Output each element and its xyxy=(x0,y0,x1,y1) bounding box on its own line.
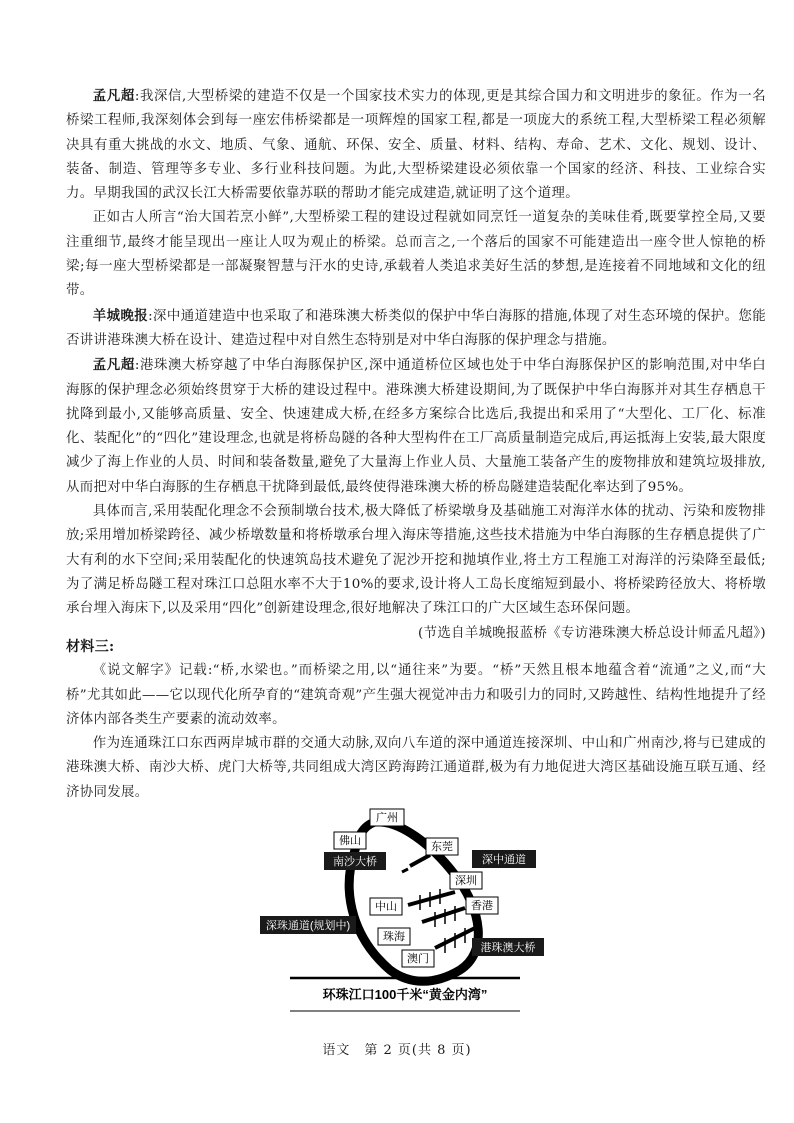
label-foshan xyxy=(334,832,366,849)
nansha-bridge-line xyxy=(410,855,430,866)
source-citation: (节选自羊城晚报蓝桥《专访港珠澳大桥总设计师孟凡超》) xyxy=(418,625,766,641)
label-nansha-bridge xyxy=(324,852,386,870)
label-hzmb xyxy=(472,938,544,956)
label-guangzhou xyxy=(370,809,404,826)
bay-area-map xyxy=(250,800,560,1015)
svg-text:东莞: 东莞 xyxy=(431,841,453,853)
paragraph-text: :港珠澳大桥穿越了中华白海豚保护区,深中通道桥位区域也处于中华白海豚保护区的影响范围,对中华白海豚的保护理念必须始终贯穿于大桥的建设过程中。港珠澳大桥建设期间,为了既保护中华白海豚并对其生存栖息干扰降到最小,又能够高质量、安全、快速建成大桥,在经多方案综合比选后,我提出和采用了“大型化、工厂化、标准化、装配化”的“四化”建设理念,也就是将桥岛隧的各种大型构件在工厂高质量制造完成后,再运抵海上安装,最大限度减少了海上作业的人员、时间和装备数量,避免了大量海上作业人员、大量施工装备产生的废物排放和建筑垃圾排放,从而把对中华白海豚的生存栖息干扰降到最低,最终使得港珠澳大桥的桥岛隧建造装配化率达到了95%。 xyxy=(66,358,766,495)
material-two-text xyxy=(66,84,766,646)
paragraph: 《说文解字》记载:“桥,水梁也。”而桥梁之用,以“通往来”为要。“桥”天然且根本地蕴含着“流通”之义,而“大桥”尤其如此——它以现代化所孕育的“建筑奇观”产生强大视觉冲击力和吸引力的同时,又跨越性、结构性地提升了经济体内部各类生产要素的流动效率。 xyxy=(66,663,766,727)
paragraph: 正如古人所言“治大国若烹小鲜”,大型桥梁工程的建设过程就如同烹饪一道复杂的美味佳肴,既要掌控全局,又要注重细节,最终才能呈现出一座让人叹为观止的桥梁。总而言之,一个落后的国家不可能建造出一座令世人惊艳的桥梁;每一座大型桥梁都是一部凝聚智慧与汗水的史诗,承载着人类追求美好生活的梦想,是连接着不同地域和文化的纽带。 xyxy=(66,210,766,299)
map-graphic xyxy=(250,800,560,1015)
svg-text:深中通道: 深中通道 xyxy=(482,854,526,866)
label-zhongshan xyxy=(370,898,402,915)
speaker-name: 羊城晚报 xyxy=(92,307,149,324)
svg-text:港珠澳大桥: 港珠澳大桥 xyxy=(480,942,536,954)
material-three-text xyxy=(66,635,766,805)
paragraph-text: :我深信,大型桥梁的建造不仅是一个国家技术实力的体现,更是其综合国力和文明进步的象征。作为一名桥梁工程师,我深刻体会到每一座宏伟桥梁都是一项辉煌的国家工程,都是一项庞大的系统工程,大型桥梁工程必须解决具有重大挑战的水文、地质、气象、通航、环保、安全、质量、材料、结构、寿命、艺术、文化、规划、设计、装备、制造、管理等多专业、多行业科技问题。为此,大型桥梁建设必须依靠一个国家的经济、科技、工业综合实力。早期我国的武汉长江大桥需要依靠苏联的帮助才能完成建造,就证明了这个道理。 xyxy=(66,89,766,202)
shenzhu-line xyxy=(422,908,465,922)
svg-text:深圳: 深圳 xyxy=(455,875,477,887)
label-shenzhen xyxy=(450,872,482,889)
label-shenzhu xyxy=(260,916,356,934)
material-heading: 材料三: xyxy=(66,639,115,655)
label-hongkong xyxy=(466,897,498,914)
speaker-name: 孟凡超 xyxy=(92,88,135,104)
svg-text:南沙大桥: 南沙大桥 xyxy=(333,856,377,868)
speaker-name: 孟凡超 xyxy=(92,357,135,374)
svg-text:深珠通道(规划中): 深珠通道(规划中) xyxy=(265,920,351,932)
label-shenzhong xyxy=(472,850,536,868)
nansha-bridge-line xyxy=(402,869,408,872)
paragraph xyxy=(66,304,766,354)
label-dongguan xyxy=(426,838,458,855)
label-zhuhai xyxy=(378,928,410,945)
page-footer: 语文 第 2 页(共 8 页) xyxy=(322,1043,472,1058)
label-macau xyxy=(402,950,434,967)
svg-text:广州: 广州 xyxy=(376,812,398,824)
svg-text:中山: 中山 xyxy=(375,901,397,913)
shenzhong-line xyxy=(408,892,455,905)
svg-text:佛山: 佛山 xyxy=(339,835,361,847)
paragraph xyxy=(66,353,766,500)
svg-text:珠海: 珠海 xyxy=(383,931,405,943)
paragraph xyxy=(66,84,766,206)
paragraph: 具体而言,采用装配化理念不会预制墩台技术,极大降低了桥梁墩身及基础施工对海洋水体的扰动、污染和废物排放;采用增加桥梁跨径、减少桥墩数量和将桥墩承台埋入海床等措施,这些技术措施为中华白海豚的生存栖息提供了广大有利的水下空间;采用装配化的快速筑岛技术避免了泥沙开挖和抛填作业,将土方工程施工对海洋的污染降至最低;为了满足桥岛隧工程对珠江口总阻水率不大于10%的要求,设计将人工岛长度缩短到最小、将桥梁跨径放大、将桥墩承台埋入海床下,以及采用“四化”创新建设理念,很好地解决了珠江口的广大区域生态环保问题。 xyxy=(66,504,766,617)
svg-text:澳门: 澳门 xyxy=(407,953,429,965)
paragraph: 作为连通珠江口东西两岸城市群的交通大动脉,双向八车道的深中通道连接深圳、中山和广州南沙,将与已建成的港珠澳大桥、南沙大桥、虎门大桥等,共同组成大湾区跨海跨江通道群,极为有力地促进大湾区基础设施互联互通、经济协同发展。 xyxy=(66,736,766,800)
map-caption: 环珠江口100千米“黄金内湾” xyxy=(322,987,488,1002)
svg-text:香港: 香港 xyxy=(471,900,493,912)
paragraph-text: :深中通道建造中也采取了和港珠澳大桥类似的保护中华白海豚的措施,体现了对生态环境的保护。您能否讲讲港珠澳大桥在设计、建造过程中对自然生态特别是对中华白海豚的保护理念与措施。 xyxy=(66,308,766,348)
